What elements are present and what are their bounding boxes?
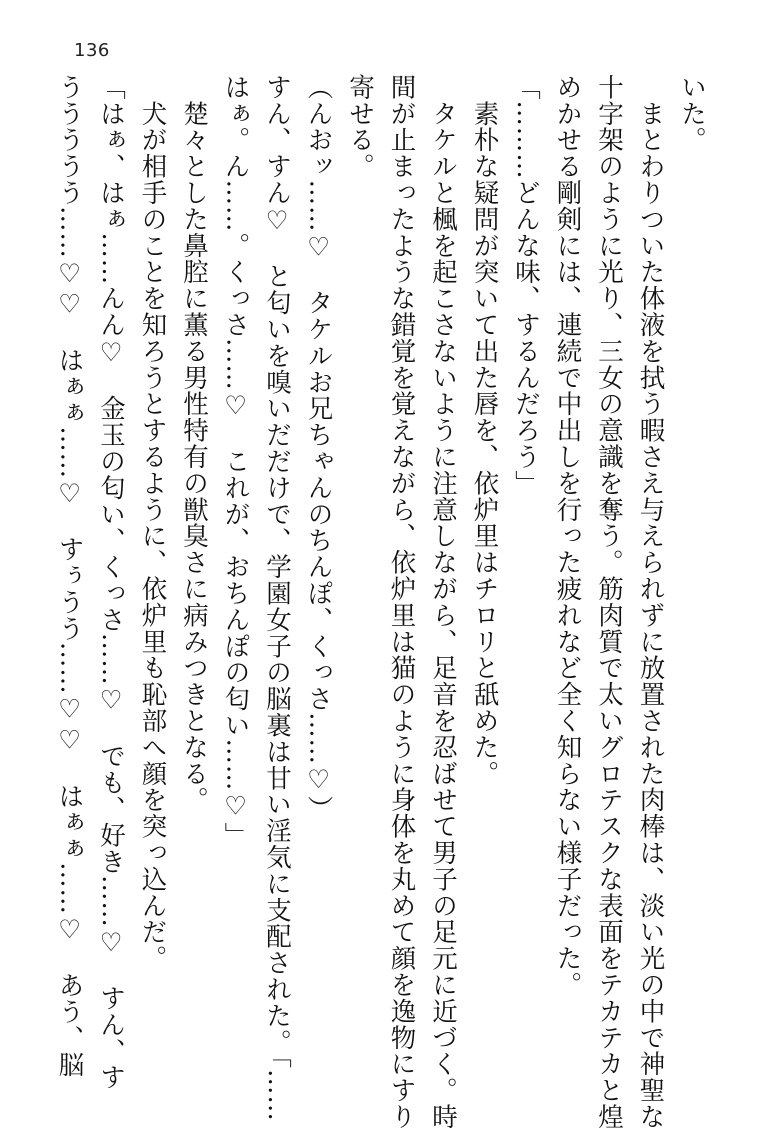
text-line: はぁ。ん……。くっさ……♡ これが、おちんぽの匂い……♡」 bbox=[220, 74, 251, 849]
text-line: 「はぁ、はぁ……んん♡ 金玉の匂い、くっさ……♡ でも、好き……♡ すん、す bbox=[96, 74, 126, 1091]
text-line: 寄せる。 bbox=[345, 74, 375, 180]
text-line: まとわりついた体液を拭う暇さえ与えられずに放置された肉棒は、淡い光の中で神聖な bbox=[635, 74, 666, 1130]
text-line: 十字架のように光り、三女の意識を奪う。筋肉質で太いグロテスクな表面をテカテカと煌 bbox=[594, 74, 624, 1130]
text-line: 「………どんな味、するんだろう」 bbox=[511, 74, 541, 497]
text-line: 間が止まったような錯覚を覚えながら、依炉里は猫のように身体を丸めて顔を逸物にすり bbox=[386, 74, 417, 1130]
text-line: 素朴な疑問が突いて出た唇を、依炉里はチロリと舐めた。 bbox=[469, 74, 500, 787]
text-line: いた。 bbox=[677, 74, 707, 154]
text-line: ううううう……♡♡ はぁぁ……♡ すぅうう……♡♡ はぁぁ……♡ あう、脳 bbox=[54, 74, 85, 1078]
text-line: すん、すん♡ と匂いを嗅いだだけで、学園女子の脳裏は甘い淫気に支配された。「…… bbox=[262, 74, 292, 1122]
page-number: 136 bbox=[74, 40, 110, 61]
text-line: 楚々とした鼻腔に薫る男性特有の獣臭さに病みつきとなる。 bbox=[179, 74, 209, 814]
text-line: タケルと楓を起こさないように注意しながら、足音を忍ばせて男子の足元に近づく。時 bbox=[428, 74, 458, 1130]
text-line: （んおッ……♡ タケルお兄ちゃんのちんぽ、くっさ……♡） bbox=[303, 74, 334, 823]
text-line: めかせる剛剣には、連続で中出しを行った疲れなど全く知らない様子だった。 bbox=[552, 74, 583, 998]
vertical-text-block bbox=[54, 74, 712, 1130]
text-line: 犬が相手のことを知ろうとするように、依炉里も恥部へ顔を突っ込んだ。 bbox=[137, 74, 168, 972]
